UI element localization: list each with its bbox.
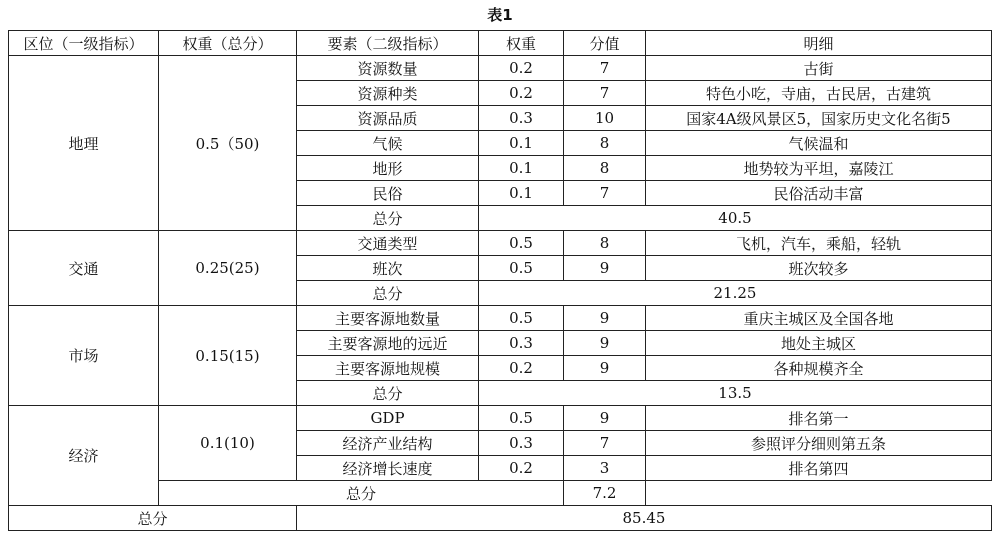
region-weight-cell: 0.5（50) xyxy=(159,56,297,231)
factor-cell: 交通类型 xyxy=(297,231,479,256)
total-label: 总分 xyxy=(9,506,297,531)
subtotal-label: 总分 xyxy=(297,381,479,406)
detail-cell: 重庆主城区及全国各地 xyxy=(646,306,992,331)
detail-cell: 飞机，汽车，乘船，轻轨 xyxy=(646,231,992,256)
factor-cell: 班次 xyxy=(297,256,479,281)
factor-cell: 资源种类 xyxy=(297,81,479,106)
detail-cell: 特色小吃，寺庙，古民居，古建筑 xyxy=(646,81,992,106)
weight-cell: 0.3 xyxy=(479,331,564,356)
subtotal-label: 总分 xyxy=(297,281,479,306)
score-cell: 7 xyxy=(564,56,646,81)
detail-cell: 各种规模齐全 xyxy=(646,356,992,381)
table-row xyxy=(9,56,992,81)
score-cell: 3 xyxy=(564,456,646,481)
score-cell: 8 xyxy=(564,131,646,156)
header-row xyxy=(9,31,992,56)
header-weight: 权重 xyxy=(479,31,564,56)
header-factor: 要素（二级指标） xyxy=(297,31,479,56)
weight-cell: 0.2 xyxy=(479,356,564,381)
detail-cell: 古街 xyxy=(646,56,992,81)
table-caption: 表1 xyxy=(487,6,513,24)
factor-cell: 主要客源地的远近 xyxy=(297,331,479,356)
weight-cell: 0.2 xyxy=(479,81,564,106)
weight-cell: 0.1 xyxy=(479,131,564,156)
detail-cell: 班次较多 xyxy=(646,256,992,281)
total-row xyxy=(9,506,992,531)
region-cell: 交通 xyxy=(9,231,159,306)
subtotal-value: 21.25 xyxy=(479,281,992,306)
weight-cell: 0.5 xyxy=(479,231,564,256)
weight-cell: 0.3 xyxy=(479,106,564,131)
detail-cell: 地处主城区 xyxy=(646,331,992,356)
header-score: 分值 xyxy=(564,31,646,56)
factor-cell: 经济产业结构 xyxy=(297,431,479,456)
factor-cell: GDP xyxy=(297,406,479,431)
score-cell: 9 xyxy=(564,406,646,431)
score-cell: 7 xyxy=(564,431,646,456)
weight-cell: 0.1 xyxy=(479,156,564,181)
score-cell: 9 xyxy=(564,356,646,381)
detail-cell: 排名第四 xyxy=(646,456,992,481)
weight-cell: 0.2 xyxy=(479,456,564,481)
factor-cell: 资源品质 xyxy=(297,106,479,131)
table-row xyxy=(9,231,992,256)
score-cell: 9 xyxy=(564,256,646,281)
subtotal-label: 总分 xyxy=(159,481,564,506)
weight-cell: 0.2 xyxy=(479,56,564,81)
detail-cell: 排名第一 xyxy=(646,406,992,431)
score-cell: 9 xyxy=(564,331,646,356)
region-cell: 市场 xyxy=(9,306,159,406)
score-cell: 9 xyxy=(564,306,646,331)
subtotal-label: 总分 xyxy=(297,206,479,231)
factor-cell: 主要客源地规模 xyxy=(297,356,479,381)
weight-cell: 0.5 xyxy=(479,306,564,331)
weight-cell: 0.5 xyxy=(479,256,564,281)
factor-cell: 主要客源地数量 xyxy=(297,306,479,331)
score-cell: 7 xyxy=(564,181,646,206)
region-cell: 经济 xyxy=(9,406,159,506)
detail-cell: 气候温和 xyxy=(646,131,992,156)
weight-cell: 0.1 xyxy=(479,181,564,206)
factor-cell: 气候 xyxy=(297,131,479,156)
table-row xyxy=(9,306,992,331)
score-cell: 8 xyxy=(564,231,646,256)
detail-cell: 地势较为平坦，嘉陵江 xyxy=(646,156,992,181)
header-weight-total: 权重（总分） xyxy=(159,31,297,56)
region-weight-cell: 0.15(15) xyxy=(159,306,297,406)
evaluation-table xyxy=(8,30,992,531)
factor-cell: 地形 xyxy=(297,156,479,181)
weight-cell: 0.3 xyxy=(479,431,564,456)
score-cell: 8 xyxy=(564,156,646,181)
factor-cell: 民俗 xyxy=(297,181,479,206)
header-region: 区位（一级指标） xyxy=(9,31,159,56)
weight-cell: 0.5 xyxy=(479,406,564,431)
region-weight-cell: 0.25(25) xyxy=(159,231,297,306)
factor-cell: 经济增长速度 xyxy=(297,456,479,481)
region-cell: 地理 xyxy=(9,56,159,231)
detail-cell: 民俗活动丰富 xyxy=(646,181,992,206)
score-cell: 10 xyxy=(564,106,646,131)
header-detail: 明细 xyxy=(646,31,992,56)
detail-cell: 参照评分细则第五条 xyxy=(646,431,992,456)
score-cell: 7 xyxy=(564,81,646,106)
detail-cell: 国家4A级风景区5，国家历史文化名街5 xyxy=(646,106,992,131)
subtotal-value: 7.2 xyxy=(564,481,646,506)
table-row xyxy=(9,406,992,431)
subtotal-value: 13.5 xyxy=(479,381,992,406)
total-value: 85.45 xyxy=(297,506,992,531)
factor-cell: 资源数量 xyxy=(297,56,479,81)
region-weight-cell: 0.1(10) xyxy=(159,406,297,481)
subtotal-value: 40.5 xyxy=(479,206,992,231)
